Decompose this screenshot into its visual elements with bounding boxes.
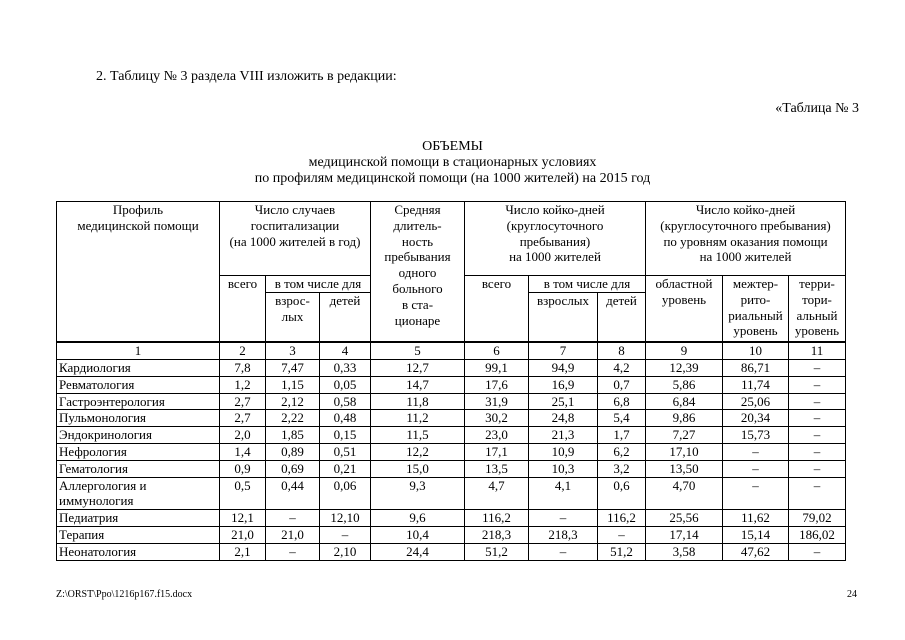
volumes-table bbox=[56, 201, 846, 561]
header-profile-line: Профиль bbox=[112, 202, 164, 217]
value-cell: 17,1 bbox=[465, 444, 529, 461]
value-cell: 0,9 bbox=[220, 460, 266, 477]
table-body bbox=[57, 360, 846, 561]
intro-paragraph: 2. Таблицу № 3 раздела VIII изложить в редакции: bbox=[96, 69, 397, 84]
value-cell: 5,4 bbox=[598, 410, 646, 427]
value-cell: 3,58 bbox=[646, 543, 723, 560]
value-cell: 2,22 bbox=[266, 410, 320, 427]
value-cell: 2,7 bbox=[220, 410, 266, 427]
value-cell: 47,62 bbox=[723, 543, 789, 560]
value-cell: – bbox=[598, 527, 646, 544]
value-cell: 6,2 bbox=[598, 444, 646, 461]
value-cell: 1,4 bbox=[220, 444, 266, 461]
value-cell: 20,34 bbox=[723, 410, 789, 427]
header-terr-line: тори- bbox=[802, 291, 832, 307]
value-cell: – bbox=[723, 444, 789, 461]
column-number-row bbox=[57, 342, 846, 359]
header-bed-days-levels bbox=[646, 202, 846, 276]
header-inter-line: риальный bbox=[728, 307, 783, 323]
value-cell: 12,10 bbox=[320, 510, 371, 527]
value-cell: 7,47 bbox=[266, 360, 320, 377]
header-regional bbox=[646, 276, 723, 343]
header-profile-line: медицинской помощи bbox=[77, 217, 199, 233]
value-cell: 24,8 bbox=[529, 410, 598, 427]
profile-name-cell: Неонатология bbox=[57, 543, 220, 560]
value-cell: 24,4 bbox=[371, 543, 465, 560]
table-row bbox=[57, 460, 846, 477]
table-row bbox=[57, 376, 846, 393]
header-cases-adults bbox=[266, 292, 320, 342]
value-cell: 9,3 bbox=[371, 477, 465, 510]
header-avg-line: ционаре bbox=[394, 312, 441, 328]
header-inter-line: уровень bbox=[733, 323, 778, 339]
header-cases bbox=[220, 202, 371, 276]
value-cell: 0,05 bbox=[320, 376, 371, 393]
profile-name-cell: Педиатрия bbox=[57, 510, 220, 527]
header-beddays-line: пребывания) bbox=[519, 233, 591, 249]
value-cell: – bbox=[789, 393, 846, 410]
header-beddays-adults: взрослых bbox=[529, 292, 598, 342]
value-cell: – bbox=[789, 460, 846, 477]
profile-name-cell: Пульмонология bbox=[57, 410, 220, 427]
header-levels-line: Число койко-дней bbox=[695, 202, 796, 217]
header-levels-line: (круглосуточного пребывания) bbox=[660, 217, 831, 233]
header-inter-line: рито- bbox=[740, 291, 771, 307]
value-cell: – bbox=[789, 477, 846, 510]
value-cell: 7,27 bbox=[646, 427, 723, 444]
value-cell: 5,86 bbox=[646, 376, 723, 393]
value-cell: – bbox=[723, 477, 789, 510]
value-cell: 12,39 bbox=[646, 360, 723, 377]
value-cell: 218,3 bbox=[529, 527, 598, 544]
header-levels-line: на 1000 жителей bbox=[699, 249, 792, 265]
value-cell: – bbox=[529, 510, 598, 527]
value-cell: 116,2 bbox=[465, 510, 529, 527]
value-cell: 25,06 bbox=[723, 393, 789, 410]
header-inter-line: межтер- bbox=[732, 276, 779, 291]
value-cell: 86,71 bbox=[723, 360, 789, 377]
header-avg-line: больного bbox=[392, 280, 443, 296]
value-cell: 2,1 bbox=[220, 543, 266, 560]
value-cell: 11,74 bbox=[723, 376, 789, 393]
value-cell: 23,0 bbox=[465, 427, 529, 444]
header-levels-line: по уровням оказания помощи bbox=[663, 233, 828, 249]
column-number-row-group bbox=[57, 342, 846, 359]
value-cell: 1,2 bbox=[220, 376, 266, 393]
header-profile bbox=[57, 202, 220, 343]
header-adults-line: взрос- bbox=[275, 292, 310, 308]
value-cell: 16,9 bbox=[529, 376, 598, 393]
value-cell: 0,33 bbox=[320, 360, 371, 377]
value-cell: 12,1 bbox=[220, 510, 266, 527]
value-cell: 21,3 bbox=[529, 427, 598, 444]
value-cell: 13,5 bbox=[465, 460, 529, 477]
value-cell: 0,7 bbox=[598, 376, 646, 393]
value-cell: 12,2 bbox=[371, 444, 465, 461]
value-cell: 1,7 bbox=[598, 427, 646, 444]
column-number: 5 bbox=[371, 342, 465, 359]
value-cell: 4,1 bbox=[529, 477, 598, 510]
column-number: 11 bbox=[789, 342, 846, 359]
value-cell: 17,10 bbox=[646, 444, 723, 461]
header-interterritorial bbox=[723, 276, 789, 343]
header-bed-days bbox=[465, 202, 646, 276]
value-cell: – bbox=[789, 360, 846, 377]
table-row bbox=[57, 510, 846, 527]
value-cell: – bbox=[789, 543, 846, 560]
column-number: 8 bbox=[598, 342, 646, 359]
value-cell: 1,15 bbox=[266, 376, 320, 393]
header-cases-total: всего bbox=[220, 276, 266, 343]
table-row bbox=[57, 360, 846, 377]
value-cell: 25,56 bbox=[646, 510, 723, 527]
value-cell: 0,6 bbox=[598, 477, 646, 510]
value-cell: 0,48 bbox=[320, 410, 371, 427]
header-avg-line: в ста- bbox=[401, 296, 434, 312]
value-cell: 94,9 bbox=[529, 360, 598, 377]
value-cell: 14,7 bbox=[371, 376, 465, 393]
table-row bbox=[57, 543, 846, 560]
value-cell: 4,2 bbox=[598, 360, 646, 377]
value-cell: 11,62 bbox=[723, 510, 789, 527]
value-cell: 21,0 bbox=[220, 527, 266, 544]
header-cases-children: детей bbox=[320, 292, 371, 342]
value-cell: 7,8 bbox=[220, 360, 266, 377]
header-terr-line: терри- bbox=[799, 276, 835, 291]
header-avg-line: пребывания bbox=[384, 249, 451, 265]
profile-name-cell: Нефрология bbox=[57, 444, 220, 461]
table-row bbox=[57, 477, 846, 510]
value-cell: 0,44 bbox=[266, 477, 320, 510]
value-cell: 4,70 bbox=[646, 477, 723, 510]
value-cell: 0,15 bbox=[320, 427, 371, 444]
value-cell: 15,14 bbox=[723, 527, 789, 544]
value-cell: 15,0 bbox=[371, 460, 465, 477]
value-cell: 51,2 bbox=[598, 543, 646, 560]
value-cell: 0,69 bbox=[266, 460, 320, 477]
header-beddays-line: (круглосуточного bbox=[506, 217, 604, 233]
table-row bbox=[57, 393, 846, 410]
value-cell: 2,7 bbox=[220, 393, 266, 410]
value-cell: 13,50 bbox=[646, 460, 723, 477]
table-row bbox=[57, 444, 846, 461]
value-cell: 0,5 bbox=[220, 477, 266, 510]
header-cases-line: Число случаев bbox=[254, 202, 336, 217]
header-regional-line: уровень bbox=[661, 291, 707, 307]
value-cell: 10,4 bbox=[371, 527, 465, 544]
value-cell: – bbox=[789, 444, 846, 461]
value-cell: 6,84 bbox=[646, 393, 723, 410]
profile-name-cell: Аллергология и иммунология bbox=[57, 477, 220, 510]
value-cell: 2,12 bbox=[266, 393, 320, 410]
value-cell: 25,1 bbox=[529, 393, 598, 410]
column-number: 4 bbox=[320, 342, 371, 359]
header-beddays-incl: в том числе для bbox=[529, 276, 646, 293]
table-title: ОБЪЕМЫ bbox=[422, 139, 483, 154]
value-cell: 0,21 bbox=[320, 460, 371, 477]
value-cell: 2,0 bbox=[220, 427, 266, 444]
value-cell: – bbox=[266, 543, 320, 560]
column-number: 1 bbox=[57, 342, 220, 359]
value-cell: 51,2 bbox=[465, 543, 529, 560]
value-cell: – bbox=[723, 460, 789, 477]
value-cell: 4,7 bbox=[465, 477, 529, 510]
value-cell: – bbox=[266, 510, 320, 527]
value-cell: 9,6 bbox=[371, 510, 465, 527]
column-number: 3 bbox=[266, 342, 320, 359]
value-cell: – bbox=[789, 427, 846, 444]
value-cell: 9,86 bbox=[646, 410, 723, 427]
value-cell: – bbox=[529, 543, 598, 560]
value-cell: 15,73 bbox=[723, 427, 789, 444]
value-cell: 0,89 bbox=[266, 444, 320, 461]
value-cell: 10,9 bbox=[529, 444, 598, 461]
header-terr-line: уровень bbox=[794, 323, 840, 339]
value-cell: 3,2 bbox=[598, 460, 646, 477]
profile-name-cell: Эндокринология bbox=[57, 427, 220, 444]
value-cell: 99,1 bbox=[465, 360, 529, 377]
value-cell: 6,8 bbox=[598, 393, 646, 410]
column-number: 7 bbox=[529, 342, 598, 359]
value-cell: – bbox=[320, 527, 371, 544]
header-adults-line: лых bbox=[281, 308, 304, 324]
value-cell: 2,10 bbox=[320, 543, 371, 560]
value-cell: 11,8 bbox=[371, 393, 465, 410]
value-cell: 10,3 bbox=[529, 460, 598, 477]
header-beddays-total: всего bbox=[465, 276, 529, 343]
value-cell: 30,2 bbox=[465, 410, 529, 427]
table-subtitle-2: по профилям медицинской помощи (на 1000 жителей) на 2015 год bbox=[254, 171, 651, 186]
value-cell: 186,02 bbox=[789, 527, 846, 544]
value-cell: 218,3 bbox=[465, 527, 529, 544]
value-cell: 11,2 bbox=[371, 410, 465, 427]
header-avg-line: ность bbox=[401, 233, 434, 249]
table-row bbox=[57, 410, 846, 427]
profile-name-cell: Ревматология bbox=[57, 376, 220, 393]
value-cell: 0,58 bbox=[320, 393, 371, 410]
header-beddays-line: на 1000 жителей bbox=[509, 249, 601, 265]
value-cell: 0,06 bbox=[320, 477, 371, 510]
value-cell: 11,5 bbox=[371, 427, 465, 444]
profile-name-cell: Кардиология bbox=[57, 360, 220, 377]
header-beddays-children: детей bbox=[598, 292, 646, 342]
column-number: 2 bbox=[220, 342, 266, 359]
table-row bbox=[57, 427, 846, 444]
page-number: 24 bbox=[847, 589, 857, 600]
header-avg-line: одного bbox=[398, 265, 437, 281]
profile-name-cell: Терапия bbox=[57, 527, 220, 544]
profile-name-cell: Гематология bbox=[57, 460, 220, 477]
value-cell: 79,02 bbox=[789, 510, 846, 527]
table-subtitle-1: медицинской помощи в стационарных условиях bbox=[308, 155, 597, 170]
profile-name-cell: Гастроэнтерология bbox=[57, 393, 220, 410]
header-avg-line: Средняя bbox=[394, 202, 441, 217]
header-avg-stay bbox=[371, 202, 465, 343]
header-terr-line: альный bbox=[796, 307, 838, 323]
value-cell: 17,14 bbox=[646, 527, 723, 544]
value-cell: 31,9 bbox=[465, 393, 529, 410]
column-number: 10 bbox=[723, 342, 789, 359]
column-number: 6 bbox=[465, 342, 529, 359]
header-avg-line: длитель- bbox=[393, 217, 442, 233]
value-cell: 116,2 bbox=[598, 510, 646, 527]
value-cell: – bbox=[789, 376, 846, 393]
value-cell: 1,85 bbox=[266, 427, 320, 444]
value-cell: 0,51 bbox=[320, 444, 371, 461]
value-cell: – bbox=[789, 410, 846, 427]
value-cell: 21,0 bbox=[266, 527, 320, 544]
header-regional-line: областной bbox=[655, 276, 713, 291]
table-label: «Таблица № 3 bbox=[775, 101, 859, 116]
header-cases-line: (на 1000 жителей в год) bbox=[229, 233, 361, 249]
value-cell: 17,6 bbox=[465, 376, 529, 393]
header-cases-line: госпитализации bbox=[250, 217, 340, 233]
header-cases-incl: в том числе для bbox=[266, 276, 371, 293]
column-number: 9 bbox=[646, 342, 723, 359]
footer-file-path: Z:\ORST\Ppo\1216p167.f15.docx bbox=[56, 589, 193, 600]
table-row bbox=[57, 527, 846, 544]
header-territorial bbox=[789, 276, 846, 343]
header-beddays-line: Число койко-дней bbox=[505, 202, 605, 217]
value-cell: 12,7 bbox=[371, 360, 465, 377]
